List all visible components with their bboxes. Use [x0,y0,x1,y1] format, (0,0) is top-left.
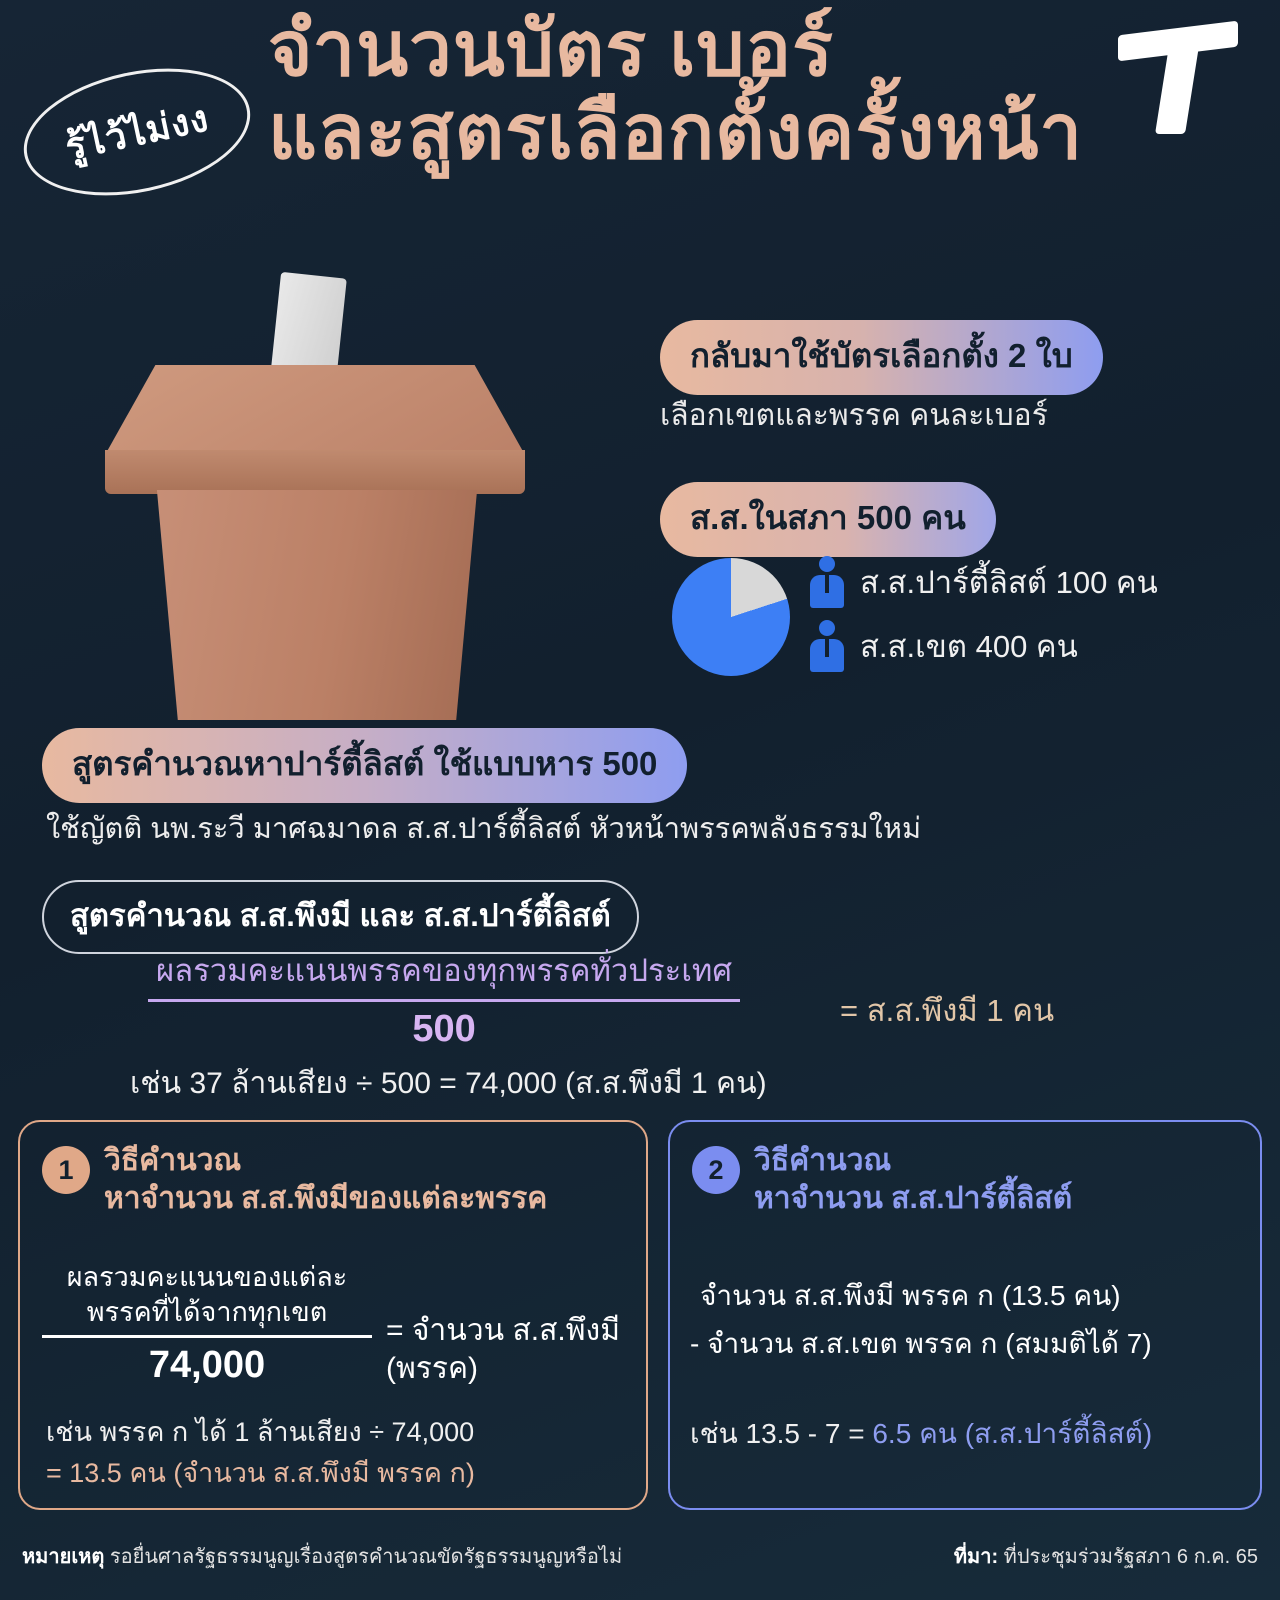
ballot-box-body [143,490,491,720]
panel-2-number: 2 [692,1146,740,1194]
panel-1-denominator: 74,000 [148,1344,266,1387]
legend-label-party-list: ส.ส.ปาร์ตี้ลิสต์ 100 คน [860,565,1158,600]
person-icon [810,556,844,608]
logo-bar-stem [1155,46,1199,134]
panel-2-example [690,1412,1152,1456]
ballot-box-illustration [85,275,545,725]
legend-label-constituency: ส.ส.เขต 400 คน [860,629,1078,664]
footer-source [954,1540,1258,1572]
footer-note-text: รอยื่นศาลรัฐธรรมนูญเรื่องสูตรคำนวณขัดรัฐธรรมนูญหรือไม่ [109,1546,623,1568]
legend-item-constituency [810,620,1158,672]
panel-2-title [754,1142,1072,1217]
panel-2-line-2: - จำนวน ส.ส.เขต พรรค ก (สมมติได้ 7) [690,1328,1152,1359]
panel-1-title-line-2: หาจำนวน ส.ส.พึงมีของแต่ละพรรค [104,1181,548,1215]
main-formula-numerator: ผลรวมคะแนนพรรคของทุกพรรคทั่วประเทศ [148,945,740,1002]
panel-calc-expected-mps [18,1120,648,1510]
panel-1-result-line-2: (พรรค) [386,1351,479,1385]
panel-1-numerator-line-1: ผลรวมคะแนนของแต่ละ [66,1262,348,1292]
panel-2-example-prefix: เช่น 13.5 - 7 = [690,1418,873,1449]
party-list-formula-pill: สูตรคำนวณหาปาร์ตี้ลิสต์ ใช้แบบหาร 500 [42,728,687,803]
panel-2-line-1: จำนวน ส.ส.พึงมี พรรค ก (13.5 คน) [700,1280,1121,1311]
panel-1-example-line-1: เช่น พรรค ก ได้ 1 ล้านเสียง ÷ 74,000 [46,1417,475,1447]
ballot-box-lid-side [105,450,525,494]
mps-pie-chart [672,558,790,676]
main-formula-fraction [148,945,740,1051]
panel-1-numerator [42,1260,372,1338]
main-formula-example: เช่น 37 ล้านเสียง ÷ 500 = 74,000 (ส.ส.พึงมี 1 คน) [130,1067,767,1100]
mps-legend [810,556,1158,672]
mps-pill: ส.ส.ในสภา 500 คน [660,482,996,557]
panel-2-title-line-2: หาจำนวน ส.ส.ปาร์ตี้ลิสต์ [754,1181,1073,1215]
panel-1-result [386,1312,620,1387]
panel-1-example-line-2: = 13.5 คน (จำนวน ส.ส.พึงมี พรรค ก) [46,1457,475,1488]
title-line-1: จำนวนบัตร เบอร์ [268,7,835,92]
footer-source-label: ที่มา: [953,1546,999,1568]
title-line-2: และสูตรเลือกตั้งครั้งหน้า [268,89,1084,175]
panel-1-number: 1 [42,1146,90,1194]
ballot-cards-subtitle: เลือกเขตและพรรค คนละเบอร์ [660,399,1048,432]
footer-note-label: หมายเหตุ [22,1546,105,1568]
person-icon [810,620,844,672]
ballot-cards-pill: กลับมาใช้บัตรเลือกตั้ง 2 ใบ [660,320,1103,395]
page-title [268,7,1118,175]
panel-1-title-line-1: วิธีคำนวณ [104,1144,242,1177]
panel-1-numerator-line-2: พรรคที่ได้จากทุกเขต [86,1297,328,1328]
panel-1-result-line-1: = จำนวน ส.ส.พึงมี [386,1314,620,1347]
main-formula-equals: = ส.ส.พึงมี 1 คน [840,993,1055,1028]
main-formula-denominator: 500 [412,1008,476,1050]
party-list-formula-subtitle: ใช้ญัตติ นพ.ระวี มาศฉมาดล ส.ส.ปาร์ตี้ลิสต์ หัวหน้าพรรคพลังธรรมใหม่ [46,813,922,845]
panel-2-example-highlight: 6.5 คน (ส.ส.ปาร์ตี้ลิสต์) [872,1418,1153,1449]
panel-calc-party-list [668,1120,1262,1510]
panel-1-fraction [42,1260,372,1387]
pie-slices [672,558,790,676]
header-badge [12,49,262,214]
legend-item-party-list [810,556,1158,608]
main-formula-pill: สูตรคำนวณ ส.ส.พึงมี และ ส.ส.ปาร์ตี้ลิสต์ [42,880,639,954]
panel-1-example [46,1412,475,1493]
panel-2-title-line-1: วิธีคำนวณ [754,1144,892,1177]
panel-1-title [104,1142,547,1217]
footer-source-text: ที่ประชุมร่วมรัฐสภา 6 ก.ค. 65 [1003,1546,1258,1568]
header-badge-label: รู้ไว้ไม่งง [61,96,213,168]
thairath-logo-icon [1110,18,1240,138]
ballot-box-lid-top [105,365,525,455]
footer-note [22,1540,622,1572]
